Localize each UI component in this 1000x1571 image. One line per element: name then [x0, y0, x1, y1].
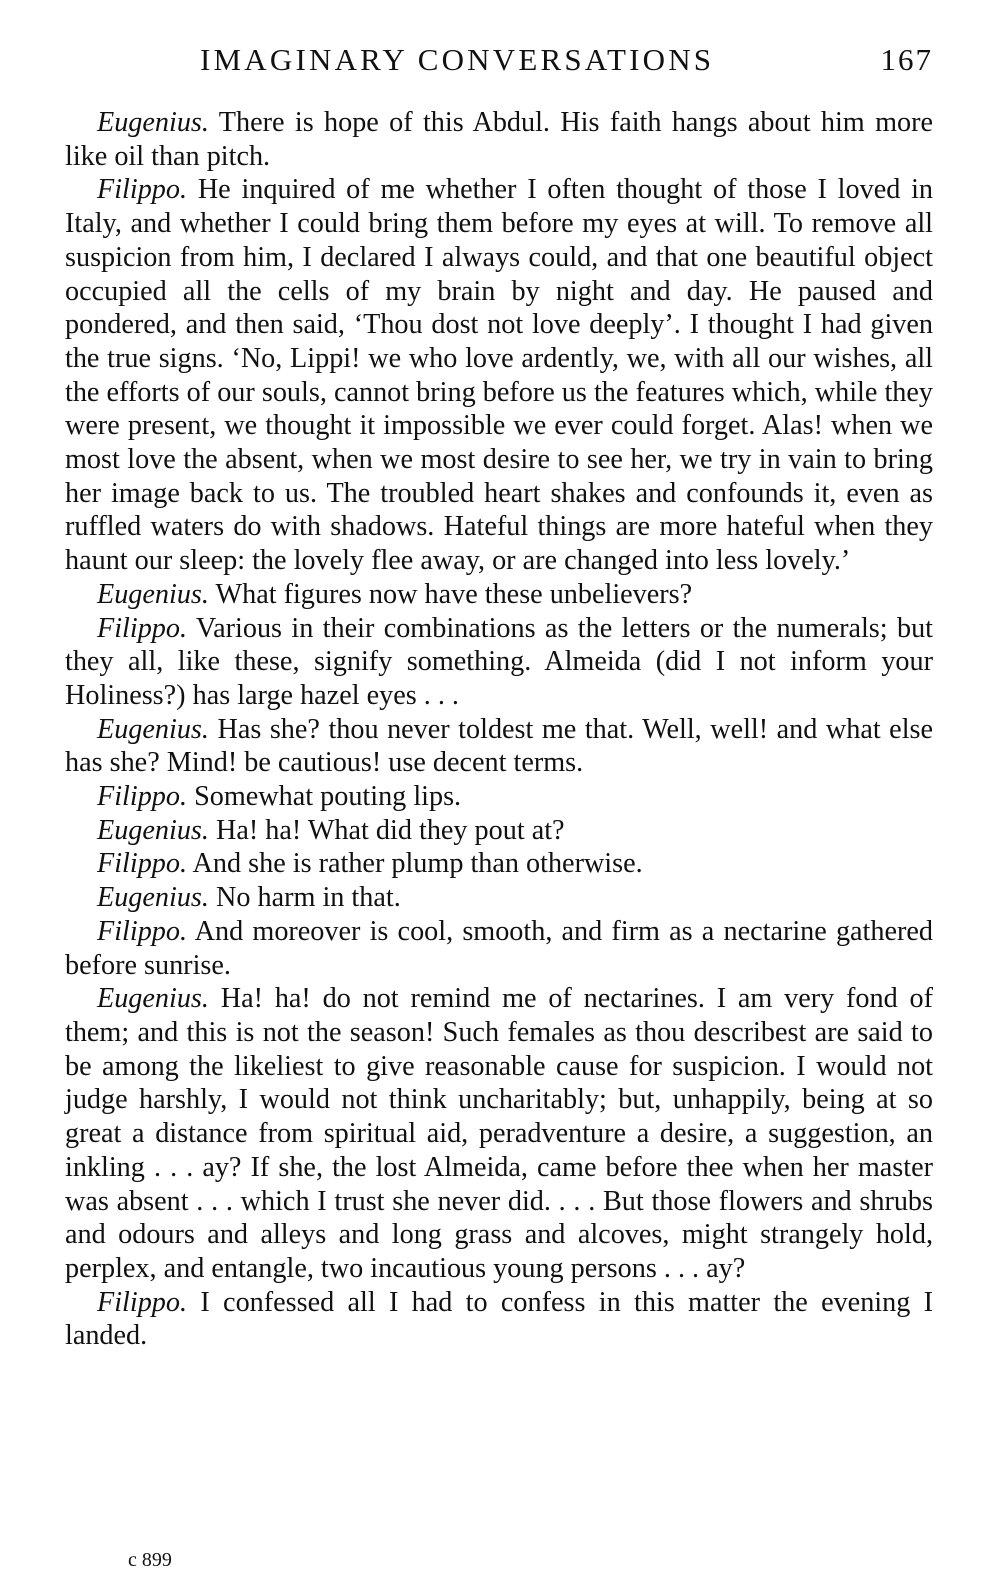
dialogue-paragraph	[65, 814, 933, 848]
dialogue-paragraph	[65, 578, 933, 612]
dialogue-paragraph	[65, 713, 933, 780]
speaker-name: Eugenius.	[97, 882, 209, 914]
speaker-name: Eugenius.	[97, 713, 209, 745]
book-page	[65, 42, 933, 1353]
running-title: IMAGINARY CONVERSATIONS	[200, 42, 715, 77]
speaker-name: Filippo.	[97, 848, 188, 880]
speech-text: I confessed all I had to confess in this matter the evening I landed.	[65, 1286, 933, 1352]
printer-signature-mark: c 899	[128, 1549, 172, 1571]
speech-text: And moreover is cool, smooth, and firm as a nectarine gathered before sunrise.	[65, 915, 933, 981]
dialogue-paragraph	[65, 612, 933, 713]
dialogue-paragraph	[65, 915, 933, 982]
speech-text: Ha! ha! What did they pout at?	[216, 814, 565, 846]
speech-text: Somewhat pouting lips.	[194, 781, 462, 813]
dialogue-paragraph	[65, 1286, 933, 1353]
speaker-name: Eugenius.	[97, 983, 209, 1015]
speaker-name: Filippo.	[97, 1286, 188, 1318]
speaker-name: Filippo.	[97, 612, 188, 644]
speech-text: And she is rather plump than otherwise.	[192, 848, 643, 880]
speech-text: There is hope of this Abdul. His faith hangs about him more like oil than pitch.	[65, 107, 933, 172]
dialogue-paragraph	[65, 780, 933, 814]
speech-text: Has she? thou never toldest me that. Well, well! and what else has she? Mind! be cautious! use decent terms.	[65, 713, 934, 779]
running-head	[65, 42, 933, 92]
dialogue-paragraph	[65, 847, 933, 881]
page-number: 167	[880, 42, 933, 77]
speaker-name: Eugenius.	[97, 578, 209, 610]
dialogue-paragraph	[65, 173, 933, 577]
speaker-name: Filippo.	[97, 915, 188, 947]
speech-text: No harm in that.	[216, 882, 401, 914]
speech-text: What figures now have these unbelievers?	[215, 578, 693, 610]
speech-text: Various in their combinations as the letters or the numerals; but they all, like these, signify something. Almeida (did I not inform your Holiness?) has large hazel eyes . . .	[65, 612, 933, 711]
speaker-name: Filippo.	[97, 174, 188, 206]
speaker-name: Eugenius.	[97, 107, 209, 138]
dialogue-paragraph	[65, 881, 933, 915]
dialogue-paragraph	[65, 982, 933, 1285]
dialogue-body	[65, 106, 933, 1353]
speaker-name: Filippo.	[97, 781, 188, 813]
speech-text: Ha! ha! do not remind me of nectarines. I am very fond of them; and this is not the season! Such females as thou describest are said to be among the likeliest to give reasonable cause for suspicion. I would not judge harshly, I would not think uncharitably; but, unhappily, being at so great a distance from spiritual aid, peradventure a desire, a suggestion, an inkling . . . ay? If she, the lost Almeida, came before thee when her master was absent . . . which I trust she never did. . . . But those flowers and shrubs and odours and alleys and long grass and alcoves, might strangely hold, perplex, and entangle, two incautious young persons . . . ay?	[65, 983, 933, 1284]
speech-text: He inquired of me whether I often thought of those I loved in Italy, and whether I could bring them before my eyes at will. To remove all suspicion from him, I declared I always could, and that one beautiful object occupied all the cells of my brain by night and day. He paused and pondered, and then said, ‘Thou dost not love deeply’. I thought I had given the true signs. ‘No, Lippi! we who love ardently, we, with all our wishes, all the efforts of our souls, cannot bring before us the features which, while they were present, we thought it impossible we ever could forget. Alas! when we most love the absent, when we most desire to see her, we try in vain to bring her image back to us. The troubled heart shakes and confounds it, even as ruffled waters do with shadows. Hateful things are more hateful when they haunt our sleep: the lovely flee away, or are changed into less lovely.’	[65, 174, 933, 577]
dialogue-paragraph	[65, 106, 933, 173]
speaker-name: Eugenius.	[97, 814, 209, 846]
